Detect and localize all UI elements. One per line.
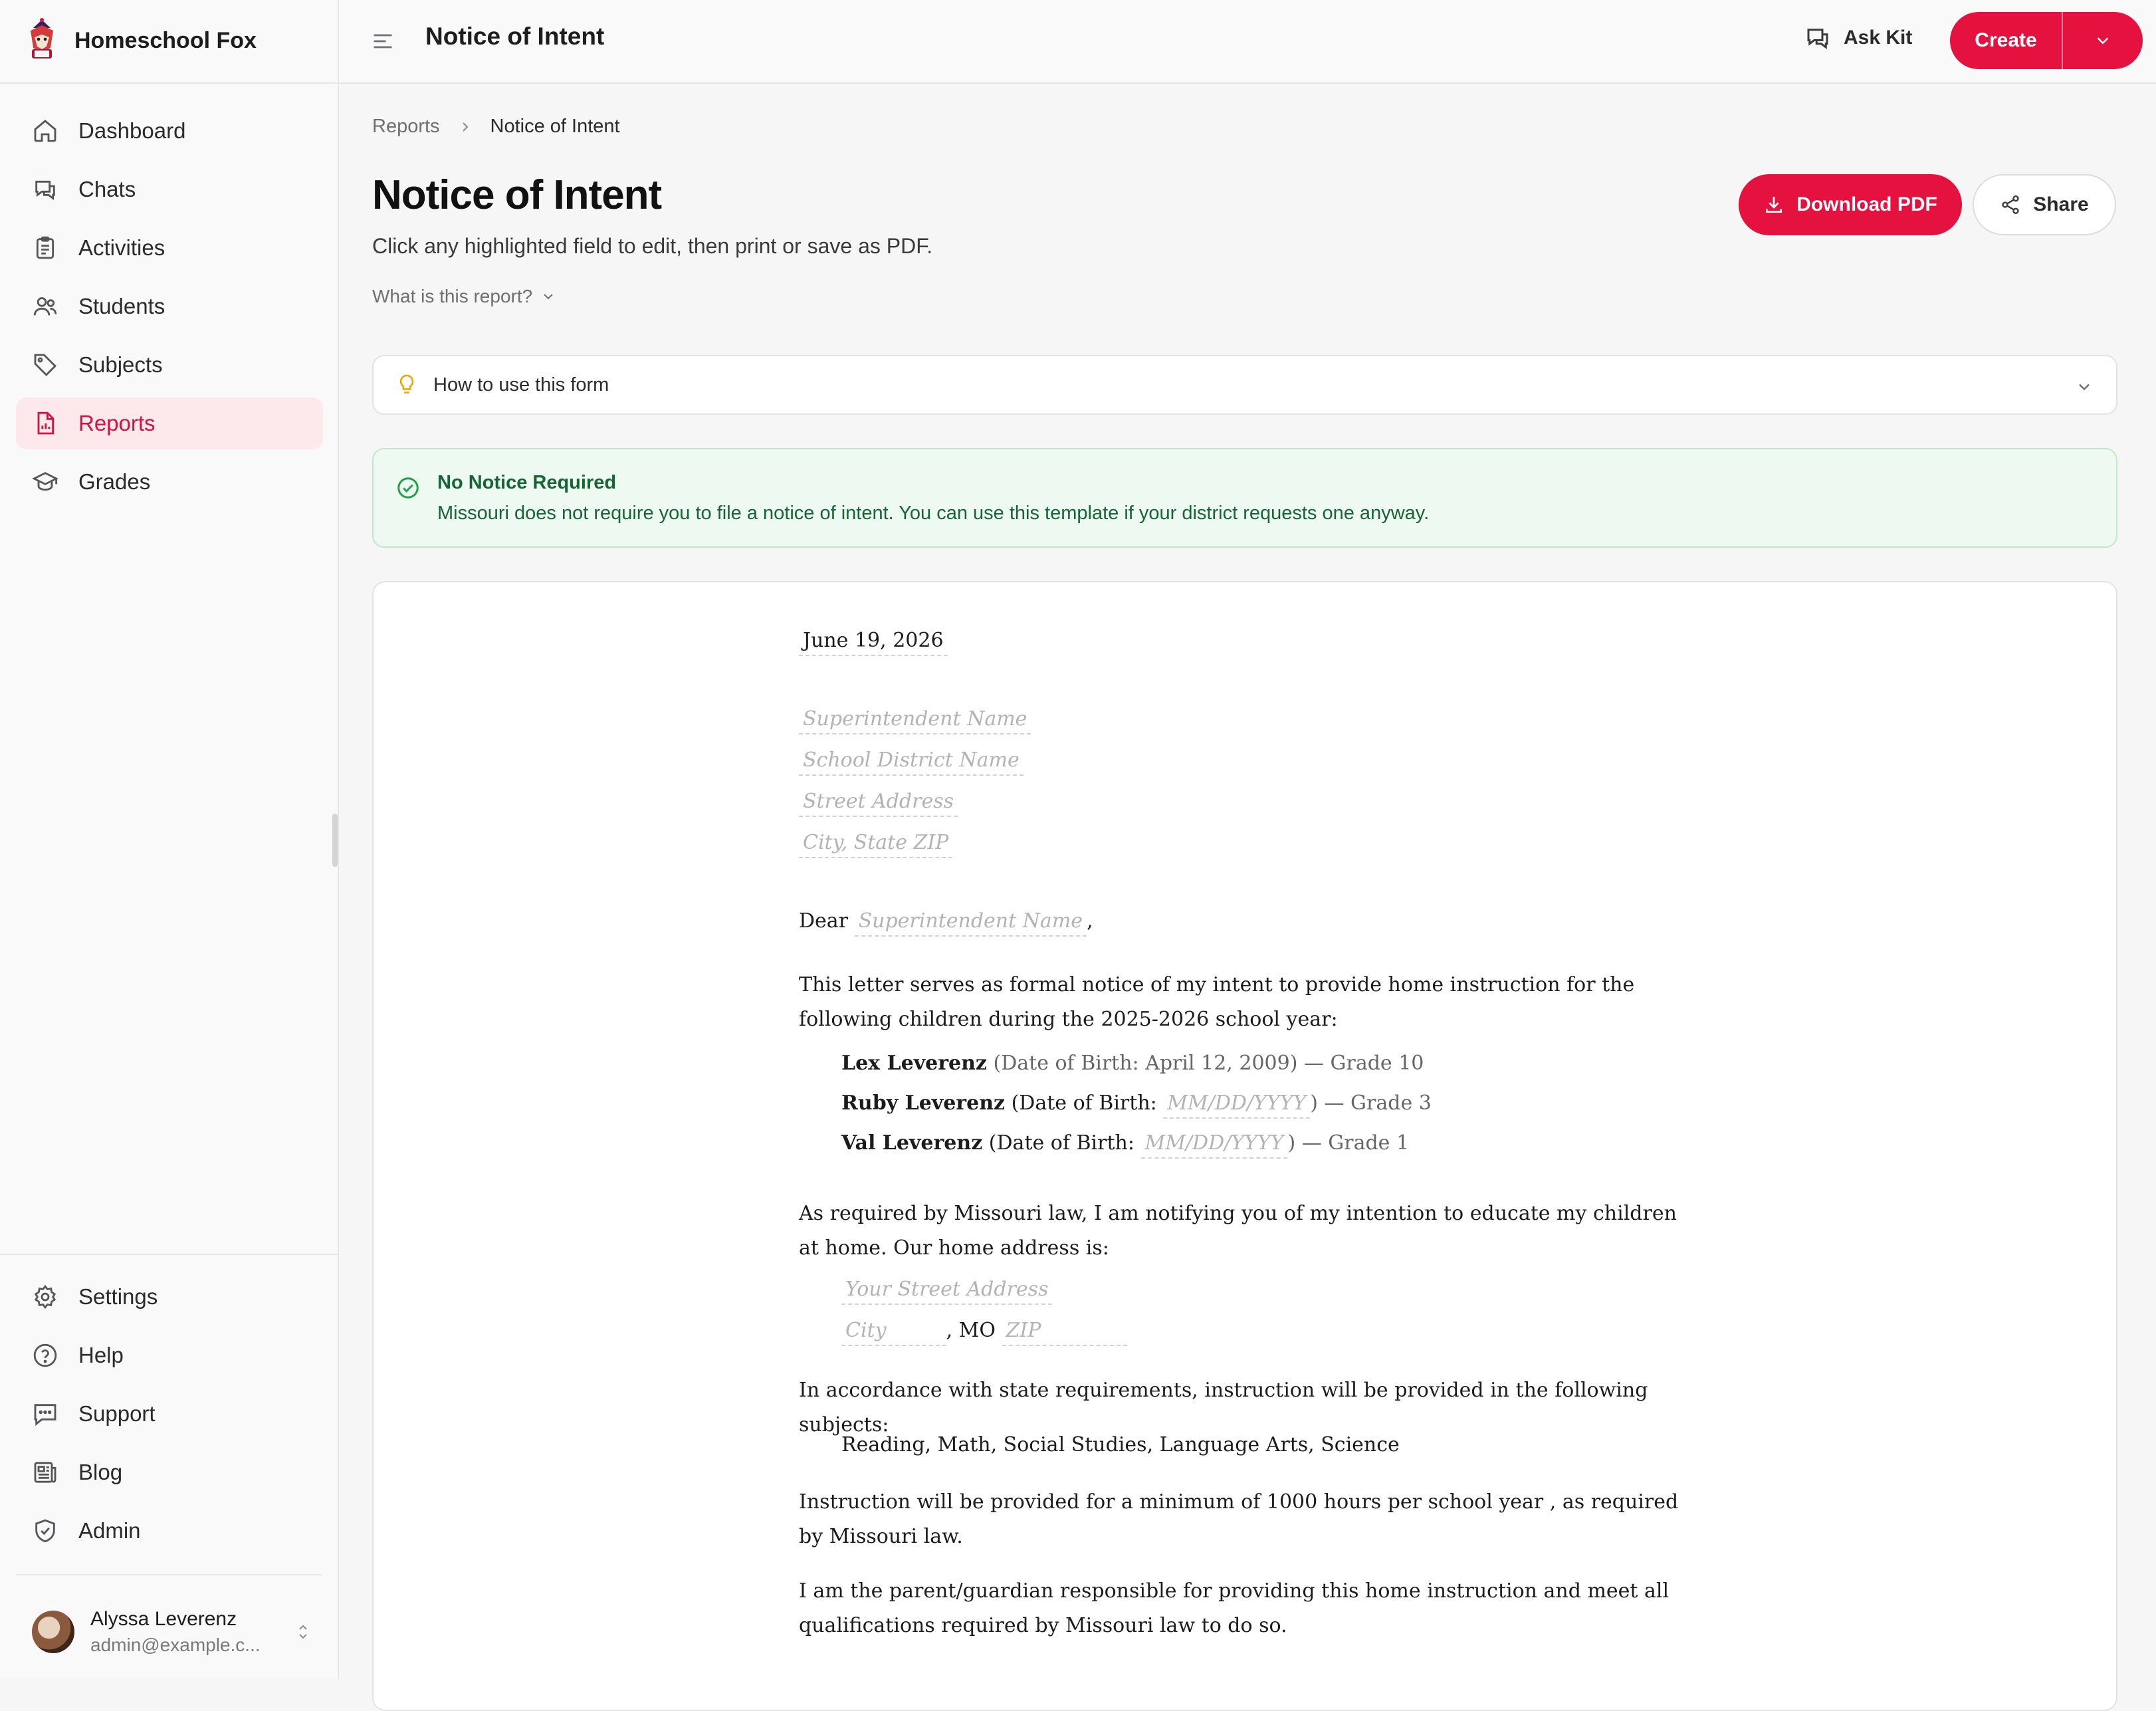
sidebar-item-admin[interactable] <box>16 1505 323 1557</box>
create-button[interactable]: Create <box>1975 29 2037 51</box>
brand[interactable] <box>25 17 257 64</box>
recipient-line <box>799 748 1024 776</box>
district-street-field[interactable]: Street Address <box>799 790 958 817</box>
lightbulb-icon <box>396 373 417 397</box>
home-state: , MO <box>946 1319 996 1342</box>
chat-icon <box>1804 24 1832 52</box>
child-dob-prefix: (Date of Birth: <box>1011 1091 1157 1115</box>
child-name: Val Leverenz <box>841 1131 983 1155</box>
chevron-right-icon <box>457 119 473 135</box>
how-to-use-label: How to use this form <box>433 374 609 396</box>
check-circle-icon <box>396 476 420 500</box>
report-icon <box>32 410 58 437</box>
sidebar-item-grades[interactable] <box>16 456 323 508</box>
sidebar-item-label: Reports <box>78 411 156 435</box>
child-dob-field[interactable]: MM/DD/YYYY <box>1141 1131 1288 1159</box>
breadcrumb <box>372 116 620 138</box>
recipient-line <box>799 790 958 817</box>
download-icon <box>1763 194 1784 215</box>
letter-document <box>372 581 2117 1711</box>
chevron-down-icon <box>2075 378 2094 396</box>
chevron-down-icon <box>540 288 556 304</box>
school-district-field[interactable]: School District Name <box>799 748 1024 776</box>
breadcrumb-reports-link[interactable]: Reports <box>372 116 440 137</box>
child-name: Lex Leverenz <box>841 1052 987 1075</box>
download-pdf-label: Download PDF <box>1796 193 1937 215</box>
top-bar-title: Notice of Intent <box>425 23 605 50</box>
sidebar-item-settings[interactable] <box>16 1271 323 1323</box>
sidebar-item-label: Blog <box>78 1460 123 1484</box>
create-dropdown-toggle[interactable] <box>2063 31 2143 51</box>
primary-nav <box>16 105 323 514</box>
menu-icon[interactable] <box>371 29 395 53</box>
child-row <box>841 1052 1424 1075</box>
recipient-line <box>799 707 1031 735</box>
sidebar-item-label: Dashboard <box>78 118 186 143</box>
users-icon <box>32 293 58 320</box>
child-grade: ) — Grade 3 <box>1310 1091 1432 1115</box>
home-address-line <box>841 1278 1052 1305</box>
salutation-comma: , <box>1087 909 1093 933</box>
sidebar-item-label: Subjects <box>78 352 163 377</box>
user-menu[interactable] <box>32 1602 311 1662</box>
child-dob-prefix: (Date of Birth: <box>988 1131 1134 1155</box>
user-name: Alyssa Leverenz <box>90 1608 237 1630</box>
sidebar-item-dashboard[interactable] <box>16 105 323 157</box>
sidebar-resize-handle[interactable] <box>332 814 338 867</box>
ask-kit-label: Ask Kit <box>1844 27 1913 49</box>
user-email: admin@example.c... <box>90 1635 261 1655</box>
tag-icon <box>32 352 58 378</box>
share-label: Share <box>2033 193 2089 215</box>
district-city-state-zip-field[interactable]: City, State ZIP <box>799 831 952 858</box>
sidebar-item-label: Help <box>78 1343 124 1367</box>
help-icon <box>32 1342 58 1369</box>
chat-icon <box>32 176 58 203</box>
sidebar-item-label: Chats <box>78 177 136 201</box>
sidebar-item-label: Admin <box>78 1518 141 1543</box>
sidebar-item-support[interactable] <box>16 1388 323 1440</box>
sidebar-item-label: Settings <box>78 1284 158 1309</box>
subjects-list: Reading, Math, Social Studies, Language Arts, Science <box>841 1433 1400 1456</box>
recipient-line <box>799 831 952 858</box>
top-bar <box>339 0 2156 84</box>
fox-logo-icon <box>25 17 58 64</box>
sidebar-item-activities[interactable] <box>16 222 323 274</box>
user-info <box>90 1608 261 1656</box>
sidebar-item-chats[interactable] <box>16 164 323 215</box>
child-dob-field[interactable]: MM/DD/YYYY <box>1163 1091 1310 1119</box>
child-grade: — Grade 10 <box>1303 1052 1424 1075</box>
sidebar-item-label: Students <box>78 294 165 318</box>
law-paragraph: As required by Missouri law, I am notifying you of my intention to educate my children at home. Our home address is: <box>799 1202 1677 1260</box>
sidebar-item-help[interactable] <box>16 1329 323 1381</box>
subjects-intro: In accordance with state requirements, instruction will be provided in the following subjects: <box>799 1379 1648 1436</box>
chevron-up-down-icon <box>295 1622 311 1642</box>
ask-kit-button[interactable] <box>1804 24 1912 52</box>
dear-text: Dear <box>799 909 849 933</box>
how-to-use-accordion[interactable] <box>372 355 2117 415</box>
alert-body: Missouri does not require you to file a notice of intent. You can use this template if your district requests one anyway. <box>437 503 1430 524</box>
date-line <box>799 629 948 656</box>
salutation-superintendent-field[interactable]: Superintendent Name <box>855 909 1087 937</box>
secondary-nav <box>16 1271 323 1563</box>
sidebar-item-blog[interactable] <box>16 1446 323 1498</box>
salutation <box>799 909 1093 937</box>
responsibility-paragraph: I am the parent/guardian responsible for providing this home instruction and meet all qualifications required by Missouri law to do so. <box>799 1579 1670 1637</box>
gear-icon <box>32 1284 58 1310</box>
no-notice-required-alert <box>372 448 2117 548</box>
home-city-field[interactable]: City <box>841 1319 946 1346</box>
sidebar-divider <box>16 1574 322 1575</box>
newspaper-icon <box>32 1459 58 1486</box>
hours-paragraph: Instruction will be provided for a minimum of 1000 hours per school year , as required by Missouri law. <box>799 1490 1679 1548</box>
home-icon <box>32 118 58 144</box>
child-grade: ) — Grade 1 <box>1287 1131 1410 1155</box>
intro-paragraph: This letter serves as formal notice of my intent to provide home instruction for the following children during the 2025-2026 school year: <box>799 973 1635 1031</box>
chevron-down-icon <box>2093 31 2113 51</box>
superintendent-name-field[interactable]: Superintendent Name <box>799 707 1031 735</box>
what-is-this-report-toggle[interactable] <box>372 286 556 307</box>
create-split-button <box>1950 12 2143 69</box>
sidebar-item-label: Grades <box>78 469 151 494</box>
page-title: Notice of Intent <box>372 172 662 218</box>
child-name: Ruby Leverenz <box>841 1091 1006 1115</box>
home-zip-field[interactable]: ZIP <box>1002 1319 1128 1346</box>
shield-check-icon <box>32 1518 58 1544</box>
date-field[interactable]: June 19, 2026 <box>799 629 948 656</box>
app-name: Homeschool Fox <box>74 27 257 53</box>
sidebar-item-reports[interactable] <box>16 398 323 449</box>
sidebar-divider <box>0 1254 338 1255</box>
page-subtitle: Click any highlighted field to edit, then print or save as PDF. <box>372 234 933 258</box>
download-pdf-button[interactable] <box>1739 174 1962 235</box>
sidebar-item-label: Activities <box>78 235 165 260</box>
breadcrumb-current: Notice of Intent <box>490 116 620 137</box>
sidebar <box>0 0 339 1679</box>
home-city-line <box>841 1319 1127 1346</box>
child-dob: (Date of Birth: April 12, 2009) <box>993 1052 1298 1075</box>
sidebar-divider <box>0 82 338 84</box>
sidebar-item-label: Support <box>78 1401 156 1426</box>
sidebar-item-subjects[interactable] <box>16 339 323 391</box>
clipboard-icon <box>32 235 58 261</box>
share-button[interactable] <box>1973 174 2116 235</box>
home-street-field[interactable]: Your Street Address <box>841 1278 1052 1305</box>
alert-title: No Notice Required <box>437 472 617 493</box>
child-row <box>841 1131 1409 1159</box>
what-is-this-report-label: What is this report? <box>372 286 533 306</box>
avatar <box>32 1611 74 1653</box>
sidebar-item-students[interactable] <box>16 281 323 332</box>
support-chat-icon <box>32 1401 58 1427</box>
graduation-cap-icon <box>32 469 58 495</box>
child-row <box>841 1091 1432 1119</box>
share-icon <box>2000 194 2021 215</box>
